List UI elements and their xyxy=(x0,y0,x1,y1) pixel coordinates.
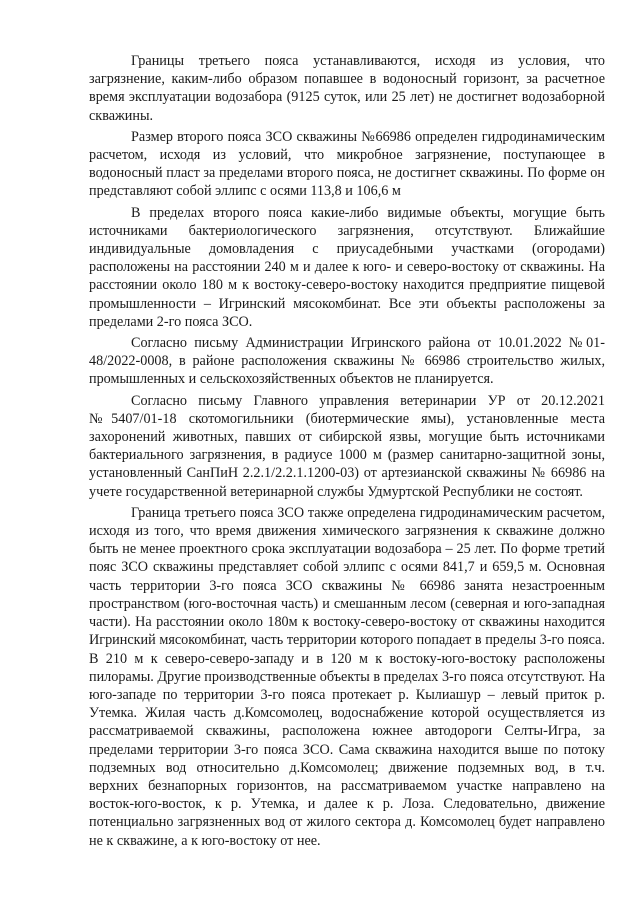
paragraph-third-belt-calculation: Граница третьего пояса ЗСО также определена гидродинамическим расчетом, исходя из того, что время движения химического загрязнения к скважине должно быть не менее проектного срока эксплуатации водозабора – 25 лет. По форме третий пояс ЗСО скважины представляет собой эллипс с осями 841,7 и 659,5 м. Основная часть территории 3-го пояса ЗСО скважины № 66986 занята незастроенным пространством (юго-восточная часть) и смешанным лесом (северная и юго-западная части). На расстоянии около 180м к востоку-северо-востоку от скважины находится Игринский мясокомбинат, часть территории которого попадает в пределы 3-го пояса. В 210 м к северо-северо-западу и в 120 м к востоку-юго-востоку расположены пилорамы. Другие производственные объекты в пределах 3-го пояса отсутствуют. На юго-западе по территории 3-го пояса протекает р. Кылиашур – левый приток р. Утемка. Жилая часть д.Комсомолец, водоснабжение которой осуществляется из рассматриваемой скважины, расположена южнее автодороги Селты-Игра, за пределами территории 3-го пояса ЗСО. Сама скважина находится выше по потоку подземных вод относительно д.Комсомолец; движение подземных вод, в т.ч. верхних безнапорных горизонтов, на рассматриваемом участке направлено на восток-юго-восток, к р. Утемка, и далее к р. Лоза. Следовательно, движение потенциально загрязненных вод от жилого сектора д. Комсомолец будет направлено не к скважине, а к юго-востоку от нее. xyxy=(89,504,605,849)
paragraph-veterinary-letter: Согласно письму Главного управления ветеринарии УР от 20.12.2021 №5407/01-18 скотомогильники (биотермические ямы), установленные места захоронений животных, павших от сибирской язвы, могущие быть источниками бактериального загрязнения, в радиусе 1000 м (размер санитарно-защитной зоны, установленный СанПиН 2.2.1/2.2.1.1200-03) от артезианской скважины № 66986 на учете государственной ветеринарной службы Удмуртской Республики не состоят. xyxy=(89,392,605,500)
paragraph-second-belt-objects: В пределах второго пояса какие-либо видимые объекты, могущие быть источниками бактериологического загрязнения, отсутствуют. Ближайшие индивидуальные домовладения с приусадебными участками (огородами) расположены на расстоянии 240 м и далее к юго- и северо-востоку от скважины. На расстоянии около 180 м к востоку-северо-востоку находится предприятие пищевой промышленности – Игринский мясокомбинат. Все эти объекты расположены за пределами 2-го пояса ЗСО. xyxy=(89,204,605,330)
paragraph-second-belt-size: Размер второго пояса ЗСО скважины №66986 определен гидродинамическим расчетом, исходя из условий, что микробное загрязнение, поступающее в водоносный пласт за пределами второго пояса, не достигнет скважины. По форме он представляют собой эллипс с осями 113,8 и 106,6 м xyxy=(89,128,605,200)
document-body xyxy=(89,52,605,850)
paragraph-administration-letter: Согласно письму Администрации Игринского района от 10.01.2022 №01-48/2022-0008, в районе расположения скважины № 66986 строительство жилых, промышленных и сельскохозяйственных объектов не планируется. xyxy=(89,335,605,388)
paragraph-third-belt-boundaries: Границы третьего пояса устанавливаются, исходя из условия, что загрязнение, каким-либо образом попавшее в водоносный горизонт, за расчетное время эксплуатации водозабора (9125 суток, или 25 лет) не достигнет водозаборной скважины. xyxy=(89,53,605,124)
